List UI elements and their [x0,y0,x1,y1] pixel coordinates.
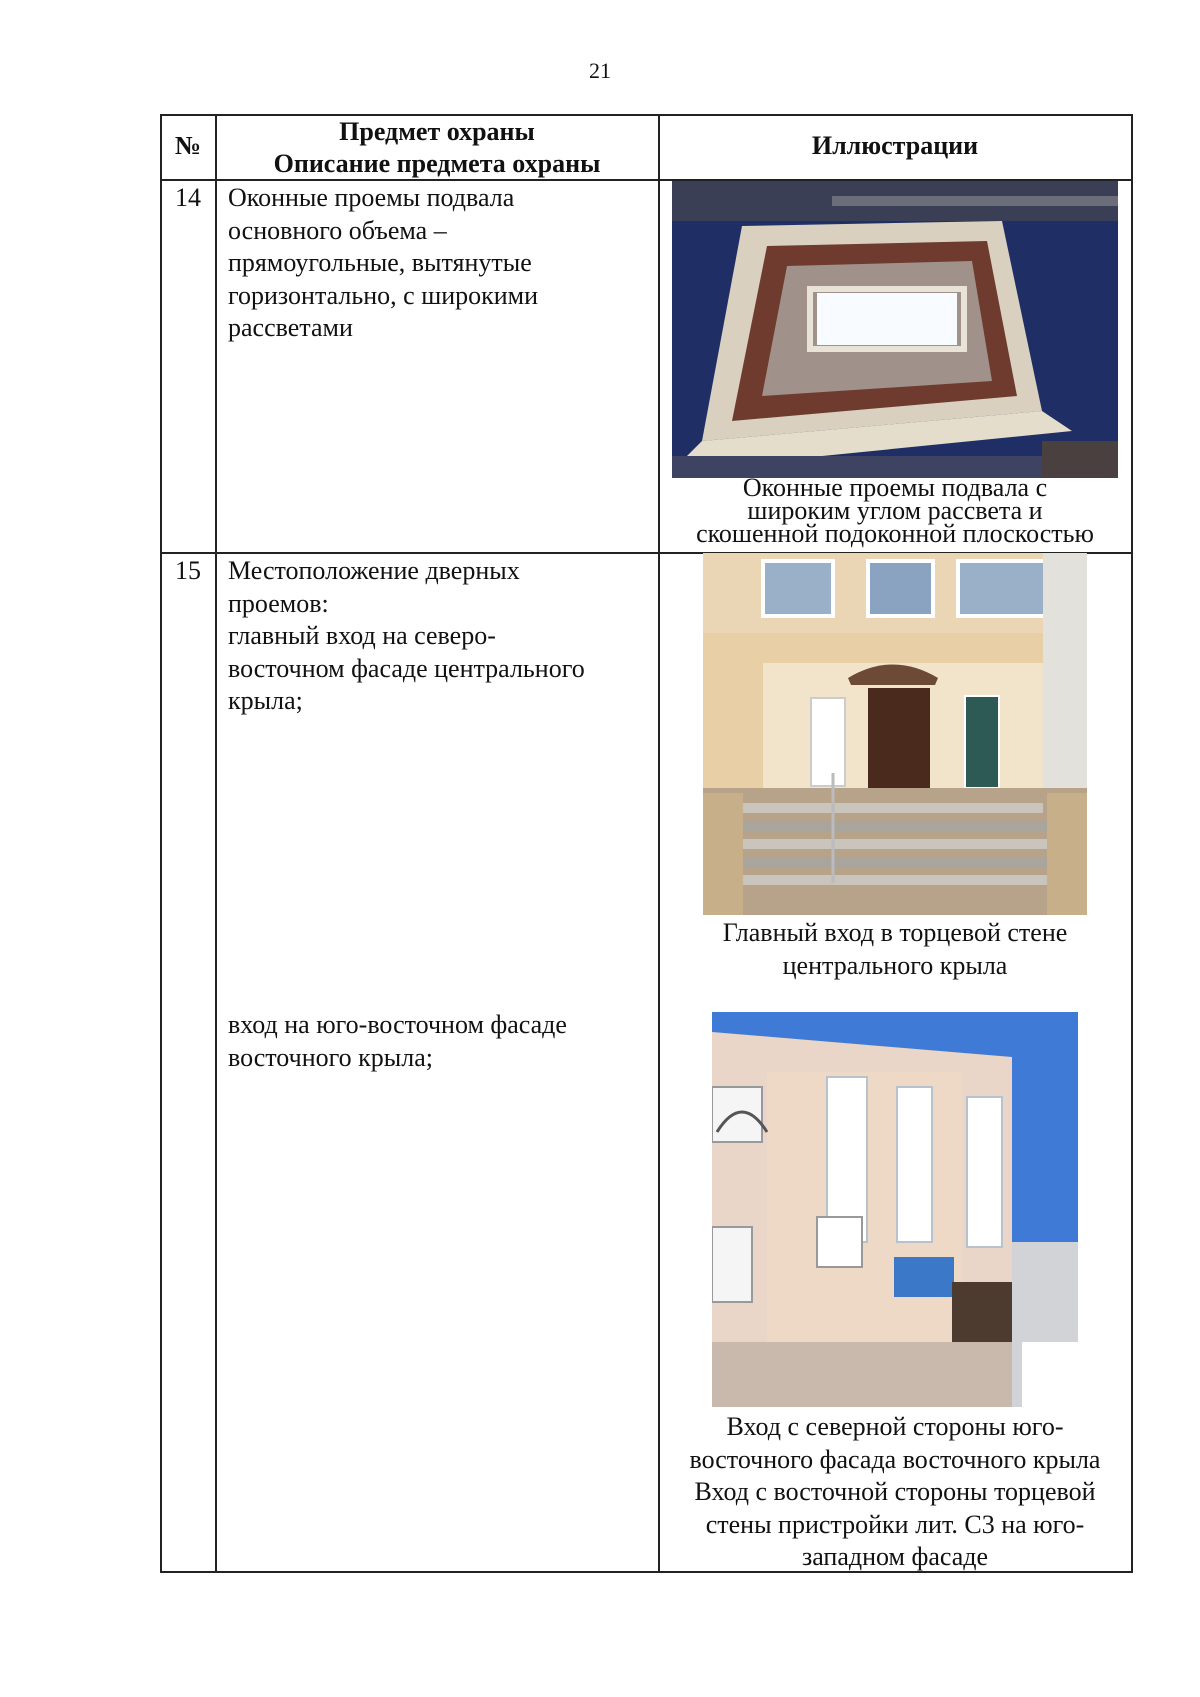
caption-line: центрального крыла [782,951,1008,980]
caption-line: широким углом рассвета и [747,496,1043,525]
row-15-number: 15 [175,556,201,585]
desc-line: горизонтально, с широкими [228,280,539,310]
desc-line: восточном фасаде центрального [228,653,585,683]
desc-line: основного объема – [228,215,447,245]
row-14-number: 14 [175,183,201,212]
column-divider-1 [215,114,217,1572]
header-subject-line1: Предмет охраны [339,117,535,146]
desc-line: проемов: [228,588,329,618]
table-border-left [160,114,162,1572]
caption-line: Оконные проемы подвала с [742,473,1048,502]
header-number: № [174,131,202,160]
protection-table [160,114,1133,1572]
header-subject-line2: Описание предмета охраны [273,149,601,178]
main-entrance-photo [703,553,1087,915]
row-15-description-2 [228,1009,648,1074]
caption-line: Вход с северной стороны юго- [726,1412,1064,1441]
column-divider-2 [658,114,660,1572]
row-14-caption [659,473,1131,548]
desc-line: крыла; [228,686,303,715]
caption-line: восточного фасада восточного крыла [689,1444,1101,1474]
desc-line: Местоположение дверных [228,556,520,585]
caption-line: скошенной подоконной плоскостью [696,519,1094,548]
east-wing-facade-photo [712,1012,1078,1407]
header-illustrations: Иллюстрации [811,131,979,160]
desc-line: прямоугольные, вытянутые [228,248,532,277]
caption-line: стены пристройки лит. С3 на юго- [705,1509,1085,1539]
page-number: 21 [589,58,611,83]
desc-line: рассветами [228,313,353,342]
row-15-description [228,555,648,718]
table-border-right [1131,114,1133,1572]
row-15-caption-2 [659,1411,1131,1574]
basement-window-photo [672,181,1118,478]
header-subject [216,116,658,180]
desc-line: восточного крыла; [228,1042,433,1072]
caption-line: Главный вход в торцевой стене [722,918,1068,947]
row-14-description [228,182,648,345]
caption-line: западном фасаде [801,1542,989,1571]
desc-line: вход на юго-восточном фасаде [228,1010,567,1039]
row-15-caption-1 [659,916,1131,982]
desc-line: Оконные проемы подвала [228,183,515,212]
caption-line: Вход с восточной стороны торцевой [694,1477,1096,1506]
desc-line: главный вход на северо- [228,621,496,650]
